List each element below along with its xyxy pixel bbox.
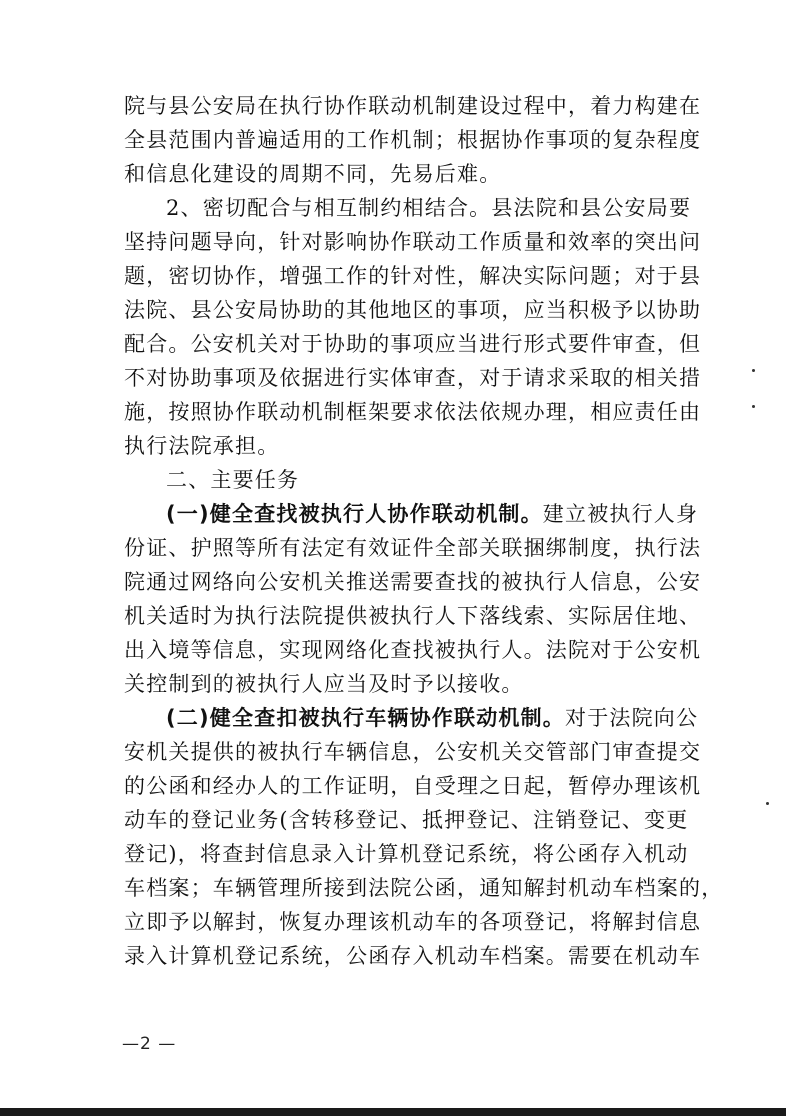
text-line xyxy=(124,701,704,735)
text-run: 建立被执行人身 xyxy=(542,502,699,526)
text-line xyxy=(124,497,704,531)
body-text xyxy=(124,89,724,973)
text-line: 的公函和经办人的工作证明，自受理之日起，暂停办理该机 xyxy=(124,774,702,798)
text-line: 登记)，将查封信息录入计算机登记系统，将公函存入机动 xyxy=(124,842,689,866)
text-line: 安机关提供的被执行车辆信息，公安机关交管部门审查提交 xyxy=(124,740,702,764)
text-line: 和信息化建设的周期不同，先易后难。 xyxy=(124,162,502,186)
text-line: 机关适时为执行法院提供被执行人下落线索、实际居住地、 xyxy=(124,604,702,628)
text-run: 对于法院向公 xyxy=(565,706,699,730)
subsection-title: (一)健全查找被执行人协作联动机制。 xyxy=(166,502,543,526)
scan-edge-bar xyxy=(0,1108,786,1116)
text-line: 2、密切配合与相互制约相结合。县法院和县公安局要 xyxy=(166,196,692,220)
text-line: 录入计算机登记系统，公函存入机动车档案。需要在机动车 xyxy=(124,944,702,968)
scan-speck xyxy=(752,405,755,408)
text-line: 坚持问题导向，针对影响协作联动工作质量和效率的突出问 xyxy=(124,230,702,254)
text-line: 不对协助事项及依据进行实体审查，对于请求采取的相关措 xyxy=(124,366,702,390)
subsection-title: (二)健全查扣被执行车辆协作联动机制。 xyxy=(166,706,565,730)
text-line: 立即予以解封，恢复办理该机动车的各项登记，将解封信息 xyxy=(124,910,702,934)
text-line: 法院、县公安局协助的其他地区的事项，应当积极予以协助 xyxy=(124,298,702,322)
scan-speck xyxy=(766,802,769,805)
text-line: 院与县公安局在执行协作联动机制建设过程中，着力构建在 xyxy=(124,94,702,118)
text-line: 题，密切协作，增强工作的针对性，解决实际问题；对于县 xyxy=(124,264,702,288)
text-line: 出入境等信息，实现网络化查找被执行人。法院对于公安机 xyxy=(124,638,702,662)
text-line: 车档案；车辆管理所接到法院公函，通知解封机动车档案的， xyxy=(124,876,724,900)
text-line: 动车的登记业务(含转移登记、抵押登记、注销登记、变更 xyxy=(124,808,689,832)
text-line: 执行法院承担。 xyxy=(124,434,280,458)
text-line: 配合。公安机关对于协助的事项应当进行形式要件审查，但 xyxy=(124,332,702,356)
text-line: 院通过网络向公安机关推送需要查找的被执行人信息，公安 xyxy=(124,570,702,594)
section-heading: 二、主要任务 xyxy=(166,468,300,492)
text-line: 施，按照协作联动机制框架要求依法依规办理，相应责任由 xyxy=(124,400,702,424)
text-line: 全县范围内普遍适用的工作机制；根据协作事项的复杂程度 xyxy=(124,128,702,152)
text-line: 份证、护照等所有法定有效证件全部关联捆绑制度，执行法 xyxy=(124,536,702,560)
text-line: 关控制到的被执行人应当及时予以接收。 xyxy=(124,672,524,696)
page-number: —2 — xyxy=(122,1034,177,1054)
scan-speck xyxy=(752,369,755,372)
